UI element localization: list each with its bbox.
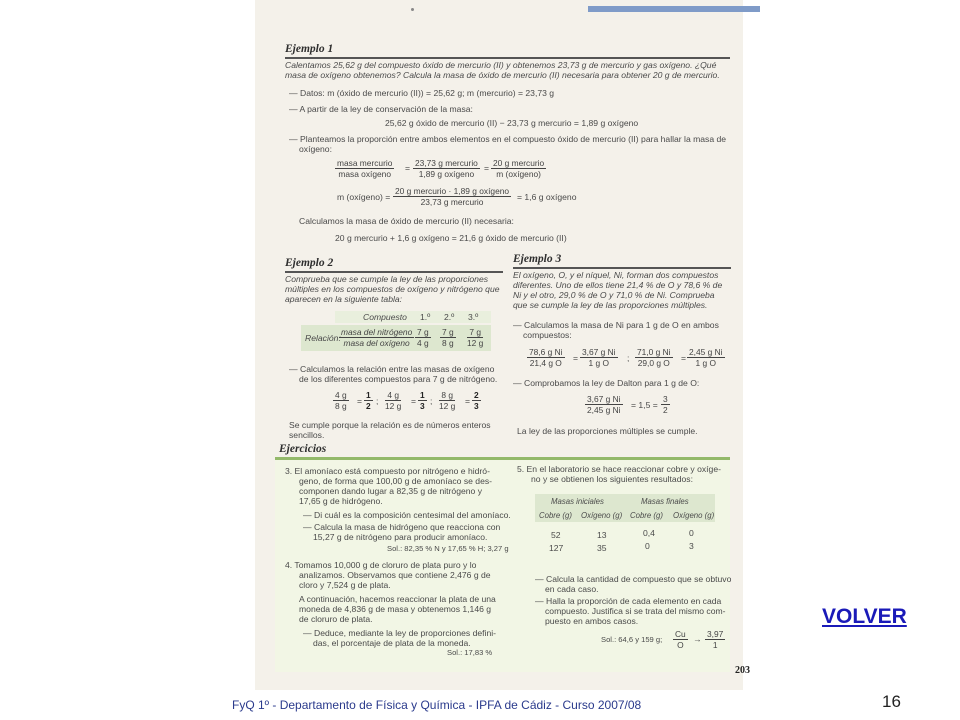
ni-fraction-d (687, 347, 725, 368)
ejemplo3-heading: Ejemplo 3 (513, 253, 562, 265)
table-masas-finales: Masas finales (641, 497, 689, 506)
scan-dot (411, 8, 414, 11)
ejemplo2-rule (285, 271, 503, 273)
ej5-line-7: puesto en ambos casos. (545, 616, 639, 626)
fraction-denominator: 3 (420, 401, 425, 411)
ej4-line-3: cloro y 7,524 g de plata. (299, 580, 391, 590)
ejercicios-heading: Ejercicios (279, 443, 327, 455)
top-color-strip (588, 6, 760, 12)
fraction-denominator: 12 g (439, 401, 456, 411)
fraction-denominator: O (677, 640, 684, 650)
ej4-line-6: de cloruro de plata. (299, 614, 373, 624)
fraction-denominator: m (oxígeno) (496, 169, 541, 179)
ej3-line-3: componen dando lugar a 82,35 g de nitrógeno y (299, 486, 482, 496)
fraction-denominator: 1 g O (588, 358, 609, 368)
ej3-line-2: geno, de forma que 100,00 g de amoníaco se des- (299, 476, 493, 486)
equals-sign: = (484, 163, 490, 173)
ej4-line-1: 4. Tomamos 10,000 g de cloruro de plata puro y lo (285, 560, 477, 570)
ej4-line-4: A continuación, hacemos reaccionar la plata de una (299, 594, 496, 604)
fraction-numerator: 1 (420, 390, 425, 400)
fraction-m-oxigeno (393, 186, 511, 207)
table-header-1: 1.º (420, 312, 431, 322)
fraction-numerator: 8 g (441, 390, 453, 400)
table-row1-oxigeno-fin: 0 (689, 528, 694, 538)
ratio-solution-fraction (705, 629, 725, 650)
relation-value-1 (415, 327, 431, 348)
ej4-line-7: — Deduce, mediante la ley de proporciones defini- (303, 628, 496, 638)
table-header-3: 3.º (468, 312, 479, 322)
m-oxigeno-rhs: = 1,6 g oxígeno (517, 192, 577, 202)
ejemplo3-statement-2: diferentes. Uno de ellos tiene 21,4 % de O y 78,6 % de (513, 280, 723, 290)
fraction-denominator: 12 g (385, 401, 402, 411)
fraction-masa-mercurio (335, 158, 394, 179)
fraction-numerator: 71,0 g Ni (637, 347, 671, 357)
fraction-numerator: masa mercurio (337, 158, 393, 168)
fraction-denominator: 21,4 g O (529, 358, 562, 368)
fraction-numerator: 20 g mercurio · 1,89 g oxígeno (395, 186, 510, 196)
fraction-denominator: 23,73 g mercurio (420, 197, 484, 207)
ej3-line-5: — Di cuál es la composición centesimal del amoníaco. (303, 510, 511, 520)
ej4-line-5: moneda de 4,836 g de masa y obtenemos 1,146 g (299, 604, 492, 614)
ejemplo2-conclusion-2: sencillos. (289, 430, 325, 440)
volver-link[interactable]: VOLVER (822, 605, 907, 628)
equals-sign: = (465, 396, 471, 406)
ratio-3 (437, 390, 457, 411)
dalton-equals: = 1,5 = (631, 400, 658, 410)
ej5-line-4: en cada caso. (545, 584, 599, 594)
table-header-compuesto: Compuesto (363, 312, 407, 322)
ejemplo2-calc-1: — Calculamos la relación entre las masas de oxígeno (289, 364, 495, 374)
table-row1-cobre-fin: 0,4 (643, 528, 655, 538)
fraction-denominator: 1 g O (695, 358, 716, 368)
ejemplo3-statement-1: El oxígeno, O, y el níquel, Ni, forman dos compuestos (513, 270, 719, 280)
equals-sign: = (681, 353, 687, 363)
fraction-numerator: 3 (663, 394, 668, 404)
ejemplo1-statement-1: Calentamos 25,62 g del compuesto óxido de mercurio (II) y obtenemos 23,73 g de mercurio y gas oxígeno. ¿Qué (285, 60, 717, 70)
ejemplo2-statement-1: Comprueba que se cumple la ley de las proporciones (285, 274, 489, 284)
fraction-numerator: 7 g (469, 327, 481, 337)
ratio-2-result (418, 390, 427, 411)
ejemplo3-dalton: — Comprobamos la ley de Dalton para 1 g de O: (513, 378, 700, 388)
ejemplo3-statement-3: Ni y el otro, 29,0 % de O y 71,0 % de Ni. Comprueba (513, 290, 715, 300)
ejemplo1-heading: Ejemplo 1 (285, 43, 334, 55)
fraction-numerator: 2 (474, 390, 479, 400)
fraction-20g (491, 158, 546, 179)
equals-sign: = (411, 396, 417, 406)
fraction-numerator: 2,45 g Ni (689, 347, 723, 357)
fraction-23-73 (413, 158, 480, 179)
fraction-denominator: 2,45 g Ni (587, 405, 621, 415)
ej4-line-8: das, el porcentaje de plata de la moneda. (313, 638, 471, 648)
ej5-line-1: 5. En el laboratorio se hace reaccionar cobre y oxíge- (517, 464, 721, 474)
ej5-line-6: compuesto. Justifica si se trata del mismo com- (545, 606, 726, 616)
arrow-icon: → (693, 634, 702, 644)
ejemplo2-statement-2: múltiples en los compuestos de oxígeno y nitrógeno que (285, 284, 500, 294)
relation-value-2 (440, 327, 456, 348)
table-col-cobre-1: Cobre (g) (539, 511, 572, 520)
ejemplo2-conclusion-1: Se cumple porque la relación es de números enteros (289, 420, 491, 430)
fraction-denominator: 2 (366, 401, 371, 411)
fraction-numerator: 4 g (387, 390, 399, 400)
fraction-denominator: 29,0 g O (637, 358, 670, 368)
fraction-denominator: 1 (712, 640, 718, 650)
table-row2-oxigeno-ini: 35 (597, 543, 607, 553)
fraction-denominator: 8 g (442, 338, 454, 348)
ni-fraction-c (635, 347, 673, 368)
ej5-line-5: — Halla la proporción de cada elemento en cada (535, 596, 722, 606)
ejemplo2-calc-2: de los diferentes compuestos para 7 g de nitrógeno. (299, 374, 498, 384)
fraction-numerator: 7 g (417, 327, 429, 337)
ejemplo2-statement-3: aparecen en la siguiente tabla: (285, 294, 403, 304)
ej3-line-1: 3. El amoníaco está compuesto por nitrógeno e hidró- (285, 466, 490, 476)
ratio-1-result (364, 390, 373, 411)
table-header-2: 2.º (444, 312, 455, 322)
separator: ; (376, 396, 379, 406)
table-row2-oxigeno-fin: 3 (689, 541, 694, 551)
ratio-3-result (472, 390, 481, 411)
ej5-solution: Sol.: 64,6 y 159 g; (601, 635, 663, 644)
table-row1-oxigeno-ini: 13 (597, 530, 607, 540)
fraction-numerator: 20 g mercurio (493, 158, 545, 168)
ejemplo3-rule (513, 267, 731, 269)
table-col-oxigeno-2: Oxígeno (g) (673, 511, 715, 520)
ej3-line-4: 17,65 g de hidrógeno. (299, 496, 383, 506)
dalton-fraction (585, 394, 623, 415)
ejemplo1-datos: — Datos: m (óxido de mercurio (II)) = 25,62 g; m (mercurio) = 23,73 g (289, 88, 555, 98)
table-col-oxigeno-1: Oxígeno (g) (581, 511, 623, 520)
ni-fraction-a (527, 347, 565, 368)
fraction-denominator: masa del oxígeno (343, 338, 410, 348)
ejemplo1-ley: — A partir de la ley de conservación de la masa: (289, 104, 473, 114)
ejemplo1-statement-2: masa de oxígeno obtenemos? Calcula la masa de óxido de mercurio (II) necesaria para obtener 20 g de mercurio. (285, 70, 720, 80)
fraction-numerator: masa del nitrógeno (341, 327, 413, 337)
ejemplo3-conclusion: La ley de las proporciones múltiples se cumple. (517, 426, 698, 436)
fraction-denominator: 8 g (335, 401, 347, 411)
scanned-textbook-page (255, 0, 750, 690)
relation-value-3 (465, 327, 485, 348)
equals-sign: = (405, 163, 411, 173)
fraction-numerator: 3,67 g Ni (582, 347, 616, 357)
table-row1-cobre-ini: 52 (551, 530, 561, 540)
fraction-numerator: 3,97 (707, 629, 724, 639)
ratio-2 (383, 390, 403, 411)
fraction-denominator: 2 (663, 405, 668, 415)
slide-number: 16 (882, 692, 901, 711)
ej5-line-3: — Calcula la cantidad de compuesto que se obtuvo (535, 574, 732, 584)
table-row2-cobre-fin: 0 (645, 541, 650, 551)
ej3-line-6: — Calcula la masa de hidrógeno que reacciona con (303, 522, 501, 532)
ej5-line-2: no y se obtienen los siguientes resultados: (531, 474, 693, 484)
ejemplo2-heading: Ejemplo 2 (285, 257, 334, 269)
separator: ; (430, 396, 433, 406)
ejemplo1-rule (285, 57, 730, 59)
fraction-numerator: 1 (366, 390, 371, 400)
ej4-solution: Sol.: 17,83 % (447, 648, 493, 657)
table-col-cobre-2: Cobre (g) (630, 511, 663, 520)
equals-sign: = (573, 353, 579, 363)
fraction-denominator: 1,89 g oxígeno (418, 169, 475, 179)
relation-fraction (339, 327, 414, 348)
slide-footer: FyQ 1º - Departamento de Física y Química - IPFA de Cádiz - Curso 2007/08 (232, 698, 642, 712)
fraction-denominator: 4 g (417, 338, 429, 348)
ejemplo1-plantea-2: oxígeno: (299, 144, 332, 154)
ni-fraction-b (580, 347, 618, 368)
cu-o-fraction (673, 629, 688, 650)
ejemplo3-statement-4: que se cumple la ley de las proporciones múltiples. (513, 300, 708, 310)
ej4-line-2: analizamos. Observamos que contiene 2,476 g de (299, 570, 491, 580)
dalton-result (661, 394, 670, 415)
ejemplo1-plantea-1: — Planteamos la proporción entre ambos elementos en el compuesto óxido de mercurio (II) para hallar la masa de (289, 134, 727, 144)
table-masas-iniciales: Masas iniciales (551, 497, 604, 506)
fraction-numerator: 78,6 g Ni (529, 347, 563, 357)
fraction-numerator: Cu (675, 629, 686, 639)
separator: ; (627, 353, 630, 363)
fraction-numerator: 4 g (335, 390, 347, 400)
fraction-numerator: 23,73 g mercurio (415, 158, 478, 168)
fraction-denominator: masa oxígeno (338, 169, 391, 179)
fraction-numerator: 7 g (442, 327, 454, 337)
ejemplo1-calc: Calculamos la masa de óxido de mercurio (II) necesaria: (299, 216, 514, 226)
ejemplo3-calc-2: compuestos: (523, 330, 572, 340)
book-page-number: 203 (735, 665, 750, 676)
ej3-solution: Sol.: 82,35 % N y 17,65 % H; 3,27 g (387, 544, 509, 553)
fraction-denominator: 3 (474, 401, 479, 411)
ej3-line-7: 15,27 g de nitrógeno para producir amoníaco. (313, 532, 488, 542)
table-row2-cobre-ini: 127 (549, 543, 564, 553)
equals-sign: = (357, 396, 363, 406)
fraction-numerator: 3,67 g Ni (587, 394, 621, 404)
m-oxigeno-lhs: m (oxígeno) = (337, 192, 391, 202)
ratio-1 (333, 390, 349, 411)
ejemplo3-calc-1: — Calculamos la masa de Ni para 1 g de O en ambos (513, 320, 719, 330)
fraction-denominator: 12 g (467, 338, 484, 348)
ejemplo1-ley-calc: 25,62 g óxido de mercurio (II) − 23,73 g mercurio = 1,89 g oxígeno (385, 118, 639, 128)
ejemplo1-calc-result: 20 g mercurio + 1,6 g oxígeno = 21,6 g óxido de mercurio (II) (335, 233, 567, 243)
relation-label: Relación: (305, 333, 341, 343)
